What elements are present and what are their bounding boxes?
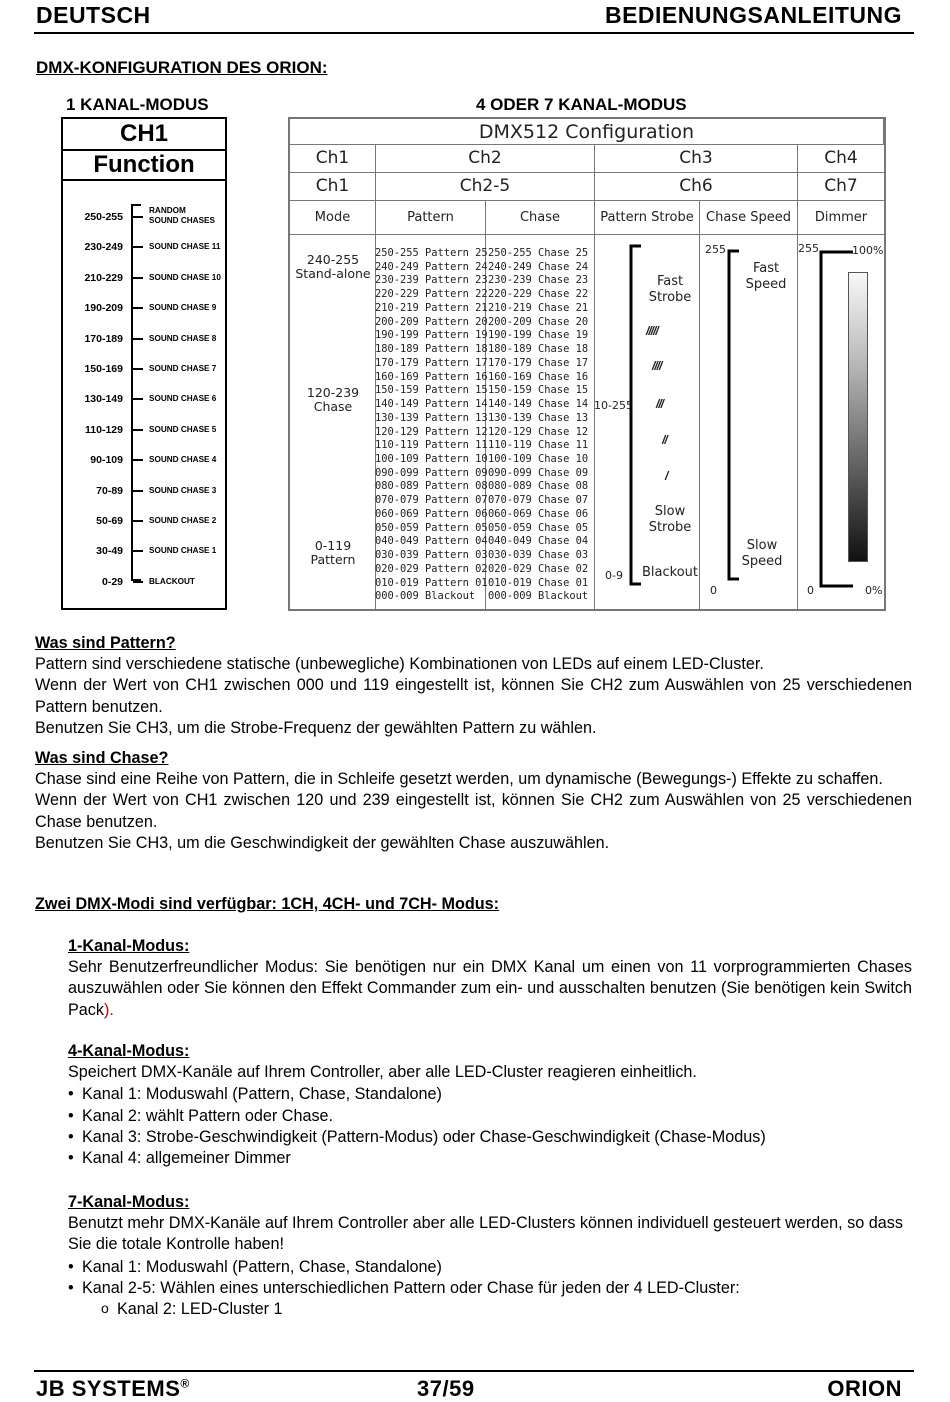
pattern-list-item: 140-149 Pattern 14 <box>375 398 488 411</box>
registered-mark: ® <box>180 1376 190 1391</box>
ch1-row-range: 130-149 <box>84 393 123 406</box>
ch1-row-label: SOUND CHASE 1 <box>149 546 217 556</box>
ch1-table-row <box>63 389 227 409</box>
chase-list-item: 040-049 Chase 04 <box>488 535 589 548</box>
ch1-row-range: 230-249 <box>84 241 123 254</box>
ch1-row-tick <box>133 368 143 370</box>
pattern-list-item: 170-179 Pattern 17 <box>375 356 488 369</box>
row4-ch3: Ch3 <box>595 145 798 173</box>
chase-list-item: 160-169 Chase 16 <box>488 370 589 383</box>
pattern-list <box>375 247 488 604</box>
pattern-list-item: 110-119 Pattern 11 <box>375 439 488 452</box>
footer-brand: JB SYSTEMS® <box>36 1376 190 1401</box>
pattern-list-item: 180-189 Pattern 18 <box>375 343 488 356</box>
dimmer-bottom-percent: 0% <box>865 584 883 597</box>
strobe-medium-fast-icon: //// <box>652 359 662 373</box>
chase-list-item: 210-219 Chase 21 <box>488 301 589 314</box>
ch1-table-row <box>63 237 227 257</box>
ch1-row-label: SOUND CHASE 2 <box>149 516 217 525</box>
ch1-row-tick <box>133 216 143 218</box>
pattern-heading: Was sind Pattern? <box>35 634 176 652</box>
chase-list-item: 140-149 Chase 14 <box>488 398 589 411</box>
chase-list-item: 100-109 Chase 10 <box>488 453 589 466</box>
ch1-function-table <box>61 117 227 610</box>
pattern-list-item: 030-039 Pattern 03 <box>375 549 488 562</box>
chase-list-item: 220-229 Chase 22 <box>488 288 589 301</box>
ch1-row-tick <box>133 550 143 552</box>
chase-list-item: 200-209 Chase 20 <box>488 315 589 328</box>
dmx512-config-table <box>288 117 886 611</box>
strobe-fast-icon: ///// <box>646 324 658 338</box>
pattern-section <box>35 633 912 739</box>
ch1-table-row <box>63 268 227 288</box>
ch1-row-range: 30-49 <box>96 545 123 558</box>
chase-list-item: 010-019 Chase 01 <box>488 576 589 589</box>
row7-ch6: Ch6 <box>595 173 798 201</box>
mode4-list <box>66 1084 912 1169</box>
chase-list <box>488 247 588 604</box>
chase-list-item: 190-199 Chase 19 <box>488 329 589 342</box>
ch1-table-row <box>63 481 227 501</box>
pattern-list-item: 220-229 Pattern 22 <box>375 288 488 301</box>
list-item: • Kanal 1: Moduswahl (Pattern, Chase, Standalone) <box>66 1084 912 1105</box>
chase-paragraph-2: Wenn der Wert von CH1 zwischen 120 und 239 eingestellt ist, können Sie CH2 zum Auswählen von 25 verschiedenen Chase benutzen. <box>35 791 912 831</box>
mode7-text: Benutzt mehr DMX-Kanäle auf Ihrem Controller aber alle LED-Clusters können individuell gesteuert werden, so dass Sie die totale Kontrolle haben! <box>68 1214 903 1254</box>
footer-page-number: 37/59 <box>417 1376 475 1401</box>
speed-bracket <box>727 249 741 581</box>
header-language: DEUTSCH <box>36 2 151 28</box>
chase-list-item: 230-239 Chase 23 <box>488 274 589 287</box>
pattern-list-item: 080-089 Pattern 08 <box>375 480 488 493</box>
ch1-row-label: BLACKOUT <box>149 576 195 586</box>
mode7-section <box>68 1192 912 1320</box>
chase-list-item: 180-189 Chase 18 <box>488 343 589 356</box>
ch1-row-label: SOUND CHASE 6 <box>149 394 217 404</box>
ch1-table-row <box>63 511 227 531</box>
ch1-row-label: SOUND CHASE 7 <box>149 364 217 373</box>
pattern-list-item: 150-159 Pattern 15 <box>375 384 488 397</box>
ch1-row-label: SOUND CHASE 5 <box>149 424 217 434</box>
pattern-list-item: 230-239 Pattern 23 <box>375 274 488 287</box>
chase-list-item: 170-179 Chase 17 <box>488 356 589 369</box>
func-chase-speed: Chase Speed <box>700 201 798 235</box>
ch1-table-subtitle: Function <box>63 151 225 181</box>
mode47-caption: 4 ODER 7 KANAL-MODUS <box>476 95 687 114</box>
pattern-list-item: 010-019 Pattern 01 <box>375 576 488 589</box>
pattern-list-item: 100-109 Pattern 10 <box>375 453 488 466</box>
ch1-table-row <box>63 572 227 592</box>
ch1-row-label: SOUND CHASE 4 <box>149 455 217 465</box>
pattern-list-item: 020-029 Pattern 02 <box>375 562 488 575</box>
ch1-table-title: CH1 <box>63 119 225 151</box>
ch1-row-range: 190-209 <box>84 302 123 315</box>
row4-ch2: Ch2 <box>376 145 595 173</box>
chase-list-item: 090-099 Chase 09 <box>488 466 589 479</box>
mode1-caption: 1 KANAL-MODUS <box>66 95 209 114</box>
list-item: • Kanal 1: Moduswahl (Pattern, Chase, Standalone) <box>66 1257 912 1278</box>
page-header <box>34 0 914 34</box>
list-item: • Kanal 4: allgemeiner Dimmer <box>66 1148 912 1169</box>
chase-list-item: 080-089 Chase 08 <box>488 480 589 493</box>
pattern-list-item: 040-049 Pattern 04 <box>375 535 488 548</box>
ch1-table-row <box>63 420 227 440</box>
mode4-heading: 4-Kanal-Modus: <box>68 1042 190 1060</box>
speed-slow-label: Slow Speed <box>741 538 783 569</box>
ch1-table-row <box>63 541 227 561</box>
strobe-slow-icon: / <box>665 469 668 483</box>
section-title: DMX-KONFIGURATION DES ORION: <box>36 58 328 77</box>
header-doc-type: BEDIENUNGSANLEITUNG <box>604 2 902 28</box>
ch1-table-row <box>63 329 227 349</box>
ch1-row-tick <box>133 246 143 248</box>
pattern-list-item: 160-169 Pattern 16 <box>375 370 488 383</box>
func-chase: Chase <box>486 201 595 235</box>
row4-ch4: Ch4 <box>798 145 884 173</box>
strobe-medium-slow-icon: // <box>662 433 667 447</box>
ch1-table-row <box>63 298 227 318</box>
chase-list-item: 050-059 Chase 05 <box>488 521 589 534</box>
ch1-row-range: 210-229 <box>84 271 123 284</box>
row4-ch1: Ch1 <box>290 145 376 173</box>
chase-section <box>35 748 912 854</box>
pattern-list-item: 210-219 Pattern 21 <box>375 301 488 314</box>
pattern-list-item: 060-069 Pattern 06 <box>375 507 488 520</box>
list-item: o Kanal 2: LED-Cluster 1 <box>101 1299 912 1320</box>
pattern-list-item: 200-209 Pattern 20 <box>375 315 488 328</box>
mode4-section <box>68 1041 912 1169</box>
mode1-section <box>68 936 912 1021</box>
strobe-slow-label: Slow Strobe <box>648 504 692 535</box>
ch1-row-tick <box>133 338 143 340</box>
pattern-list-item: 240-249 Pattern 24 <box>375 260 488 273</box>
row7-ch2-5: Ch2-5 <box>376 173 595 201</box>
ch1-row-range: 150-169 <box>84 363 123 375</box>
pattern-list-item: 120-129 Pattern 12 <box>375 425 488 438</box>
ch1-row-range: 90-109 <box>90 454 123 467</box>
pattern-list-item: 190-199 Pattern 19 <box>375 329 488 342</box>
dmx-modes-heading: Zwei DMX-Modi sind verfügbar: 1CH, 4CH- und 7CH- Modus: <box>35 895 500 913</box>
ch1-row-tick <box>133 581 143 583</box>
mode4-text: Speichert DMX-Kanäle auf Ihrem Controller, aber alle LED-Cluster reagieren einheitlich. <box>68 1063 697 1082</box>
mode7-list <box>66 1257 912 1299</box>
chase-list-item: 000-009 Blackout <box>488 590 589 603</box>
pattern-list-item: 090-099 Pattern 09 <box>375 466 488 479</box>
ch1-table-row <box>63 450 227 470</box>
pattern-paragraph-3: Benutzen Sie CH3, um die Strobe-Frequenz der gewählten Pattern zu wählen. <box>35 718 597 737</box>
ch1-row-tick <box>133 459 143 461</box>
dimmer-top-percent: 100% <box>852 244 884 257</box>
chase-paragraph-1: Chase sind eine Reihe von Pattern, die in Schleife gesetzt werden, um dynamische (Bewegungs-) Effekte zu schaffen. <box>35 770 883 789</box>
row7-ch1: Ch1 <box>290 173 376 201</box>
pattern-paragraph-2: Wenn der Wert von CH1 zwischen 000 und 119 eingestellt ist, können Sie CH2 zum Auswählen von 25 verschiedenen Pattern benutzen. <box>35 676 912 716</box>
strobe-fast-label: Fast Strobe <box>648 274 692 305</box>
list-item: • Kanal 3: Strobe-Geschwindigkeit (Pattern-Modus) oder Chase-Geschwindigkeit (Chase-Modus) <box>66 1127 912 1148</box>
dmx-table-title: DMX512 Configuration <box>290 119 884 145</box>
footer-product: ORION <box>827 1376 902 1401</box>
speed-fast-label: Fast Speed <box>745 261 787 292</box>
func-pattern-strobe: Pattern Strobe <box>595 201 700 235</box>
ch1-row-label: SOUND CHASE 3 <box>149 485 217 495</box>
ch1-row-range: 0-29 <box>101 575 123 588</box>
strobe-range-on: 10-255 <box>594 399 633 412</box>
chase-heading: Was sind Chase? <box>35 749 169 767</box>
func-pattern: Pattern <box>376 201 486 235</box>
mode1-heading: 1-Kanal-Modus: <box>68 937 190 955</box>
chase-list-item: 030-039 Chase 03 <box>488 549 589 562</box>
pattern-list-item: 250-255 Pattern 25 <box>375 247 488 259</box>
dimmer-top-value: 255 <box>798 242 819 255</box>
pattern-list-item: 000-009 Blackout <box>375 590 476 603</box>
pattern-paragraph-1: Pattern sind verschiedene statische (unbewegliche) Kombinationen von LEDs auf einem LED-Cluster. <box>35 655 764 674</box>
func-dimmer: Dimmer <box>798 201 884 235</box>
ch1-row-label: SOUND CHASE 10 <box>149 272 221 282</box>
chase-list-item: 110-119 Chase 11 <box>488 439 589 452</box>
strobe-blackout-label: Blackout <box>642 565 698 580</box>
dimmer-gradient-bar <box>848 272 868 562</box>
chase-list-item: 130-139 Chase 13 <box>488 411 589 424</box>
ch1-table-row <box>63 207 227 227</box>
chase-list-item: 060-069 Chase 06 <box>488 507 589 520</box>
dimmer-bottom-value: 0 <box>807 584 814 597</box>
ch1-row-tick <box>133 520 143 522</box>
ch1-row-range: 50-69 <box>96 515 123 527</box>
chase-list-item: 020-029 Chase 02 <box>488 562 589 575</box>
pattern-list-item: 130-139 Pattern 13 <box>375 411 488 424</box>
ch1-row-tick <box>133 398 143 400</box>
speed-top-value: 255 <box>705 243 726 256</box>
mode-pattern: 0-119 Pattern <box>310 538 356 567</box>
mode7-heading: 7-Kanal-Modus: <box>68 1193 190 1211</box>
ch1-row-range: 110-129 <box>85 423 123 436</box>
ch1-row-tick <box>133 490 143 492</box>
ch1-row-label: SOUND CHASE 9 <box>149 303 217 313</box>
chase-list-item: 070-079 Chase 07 <box>488 494 589 507</box>
chase-list-item: 120-129 Chase 12 <box>488 425 589 438</box>
ch1-table-row <box>63 359 227 379</box>
row7-ch7: Ch7 <box>798 173 884 201</box>
strobe-medium-icon: /// <box>656 397 664 411</box>
mode-chase: 120-239 Chase <box>306 385 360 414</box>
ch1-row-label: RANDOM SOUND CHASES <box>149 206 215 225</box>
chase-list-item: 250-255 Chase 25 <box>488 247 589 259</box>
chase-list-item: 240-249 Chase 24 <box>488 260 589 273</box>
ch1-row-label: SOUND CHASE 11 <box>149 242 221 252</box>
mode-standalone: 240-255 Stand-alone <box>295 252 371 281</box>
chase-paragraph-3: Benutzen Sie CH3, um die Geschwindigkeit der gewählten Chase auszuwählen. <box>35 833 610 852</box>
ch1-row-range: 70-89 <box>96 484 123 497</box>
speed-bottom-value: 0 <box>710 584 717 597</box>
mode1-text-end: ). <box>104 1000 114 1019</box>
pattern-list-item: 070-079 Pattern 07 <box>375 494 488 507</box>
chase-list-item: 150-159 Chase 15 <box>488 384 589 397</box>
ch1-row-tick <box>133 277 143 279</box>
page-footer <box>34 1370 914 1399</box>
ch1-row-range: 250-255 <box>84 211 123 223</box>
ch1-row-tick <box>133 429 143 431</box>
ch1-row-tick <box>133 307 143 309</box>
pattern-list-item: 050-059 Pattern 05 <box>375 521 488 534</box>
list-item: • Kanal 2: wählt Pattern oder Chase. <box>66 1106 912 1127</box>
ch1-row-range: 170-189 <box>84 332 123 345</box>
func-mode: Mode <box>290 201 376 235</box>
list-item: • Kanal 2-5: Wählen eines unterschiedlichen Pattern oder Chase für jeden der 4 LED-Cluster: <box>66 1278 912 1299</box>
mode7-sublist <box>68 1299 912 1320</box>
strobe-range-off: 0-9 <box>605 569 623 582</box>
mode1-text: Sehr Benutzerfreundlicher Modus: Sie benötigen nur ein DMX Kanal um einen von 11 vorprogrammierten Chases auszuwählen oder Sie können den Effekt Commander zum ein- und ausschalten benutzen (Sie benötigen kein Switch Pack). <box>68 958 912 1019</box>
ch1-row-label: SOUND CHASE 8 <box>149 333 217 343</box>
